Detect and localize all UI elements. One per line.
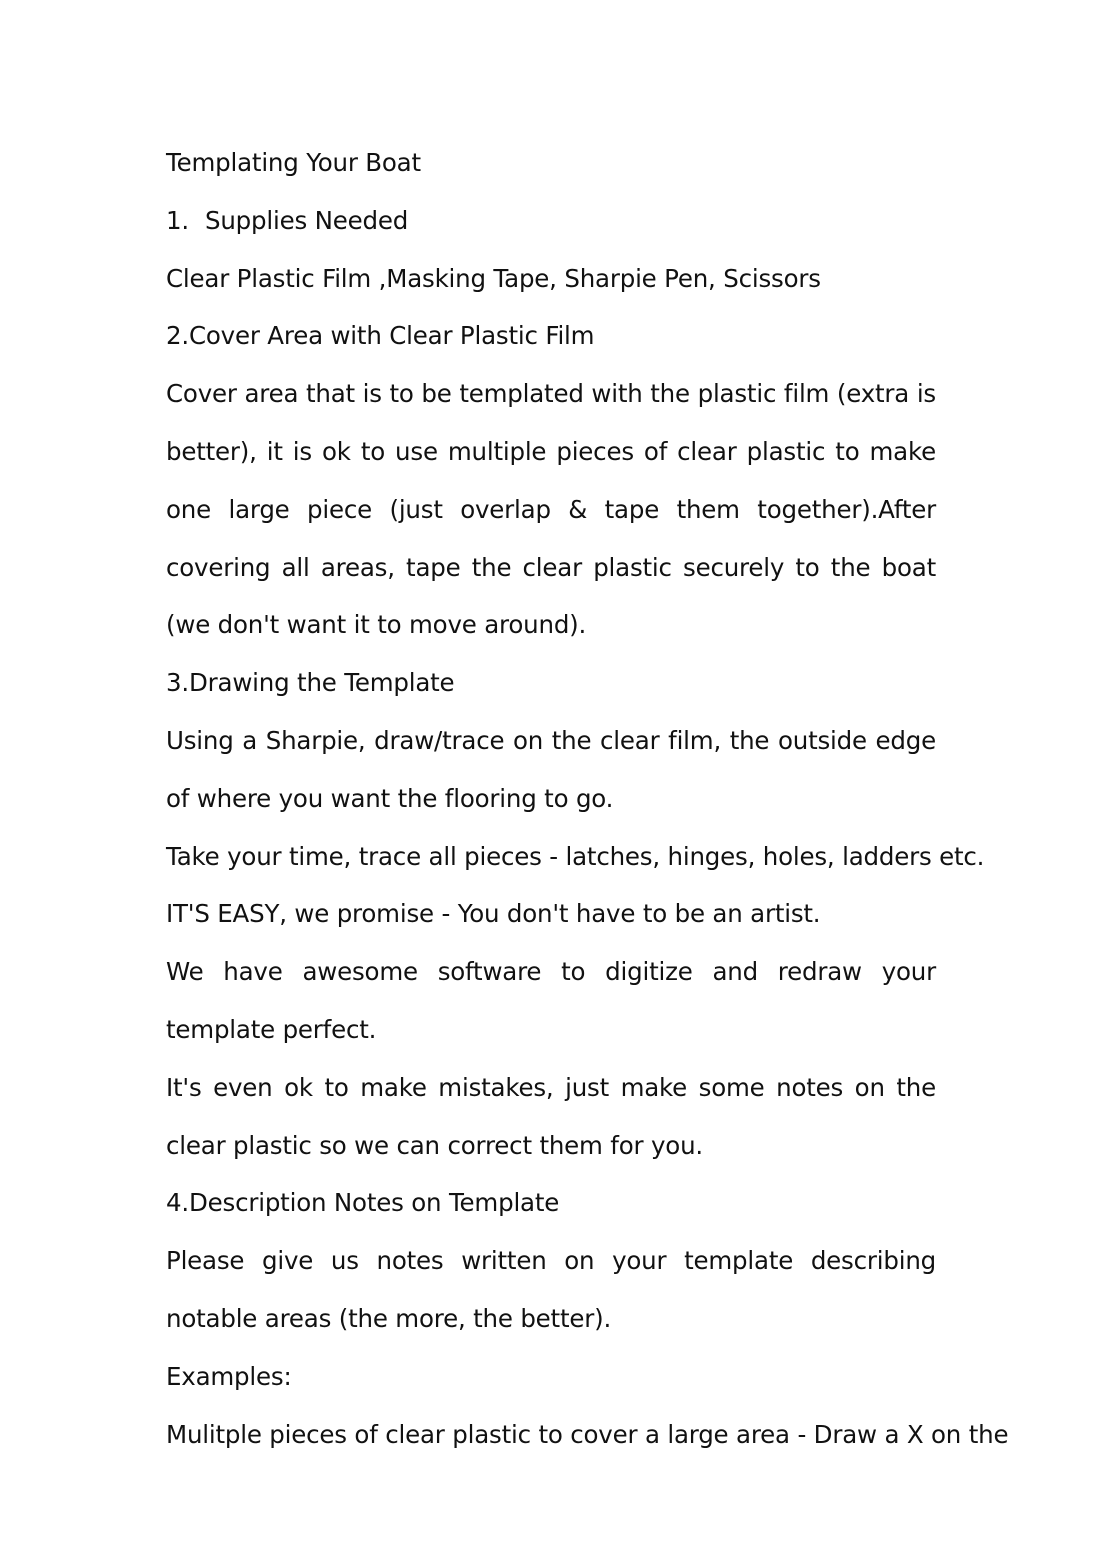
section-1-heading-text: Supplies Needed: [205, 205, 409, 235]
section-3-paragraph-2: Take your time, trace all pieces - latches, hinges, holes, ladders etc.: [166, 841, 985, 871]
section-4-heading: 4.Description Notes on Template: [166, 1188, 560, 1218]
section-2-heading: 2.Cover Area with Clear Plastic Film: [166, 321, 595, 351]
section-3-paragraph-3: IT'S EASY, we promise - You don't have to be an artist.: [166, 899, 821, 929]
section-3-heading: 3.Drawing the Template: [166, 668, 455, 698]
section-4-paragraph-2: Mulitple pieces of clear plastic to cover a large area - Draw a X on the: [166, 1419, 1009, 1449]
section-3-paragraph-4: We have awesome software to digitize and redraw your template perfect.: [166, 957, 936, 1044]
section-4-paragraph-1: Please give us notes written on your template describing notable areas (the more, the better).: [166, 1246, 936, 1333]
document-body: [166, 134, 1009, 1463]
section-3-paragraph-5: It's even ok to make mistakes, just make some notes on the clear plastic so we can correct them for you.: [166, 1072, 936, 1160]
document-title: Templating Your Boat: [166, 148, 421, 177]
section-3-paragraph-1: Using a Sharpie, draw/trace on the clear film, the outside edge of where you want the flooring to go.: [166, 725, 936, 813]
section-1-body: Clear Plastic Film ,Masking Tape, Sharpie Pen, Scissors: [166, 263, 821, 293]
section-2-body: Cover area that is to be templated with the plastic film (extra is better), it is ok to use multiple pieces of clear plastic to make one large piece (just overlap & tape them together).After covering all areas, tape the clear plastic securely to the boat (we don't want it to move around).: [166, 379, 936, 640]
section-1-number: 1.: [166, 205, 189, 235]
section-1-heading: [166, 192, 936, 250]
section-4-examples-label: Examples:: [166, 1361, 292, 1391]
